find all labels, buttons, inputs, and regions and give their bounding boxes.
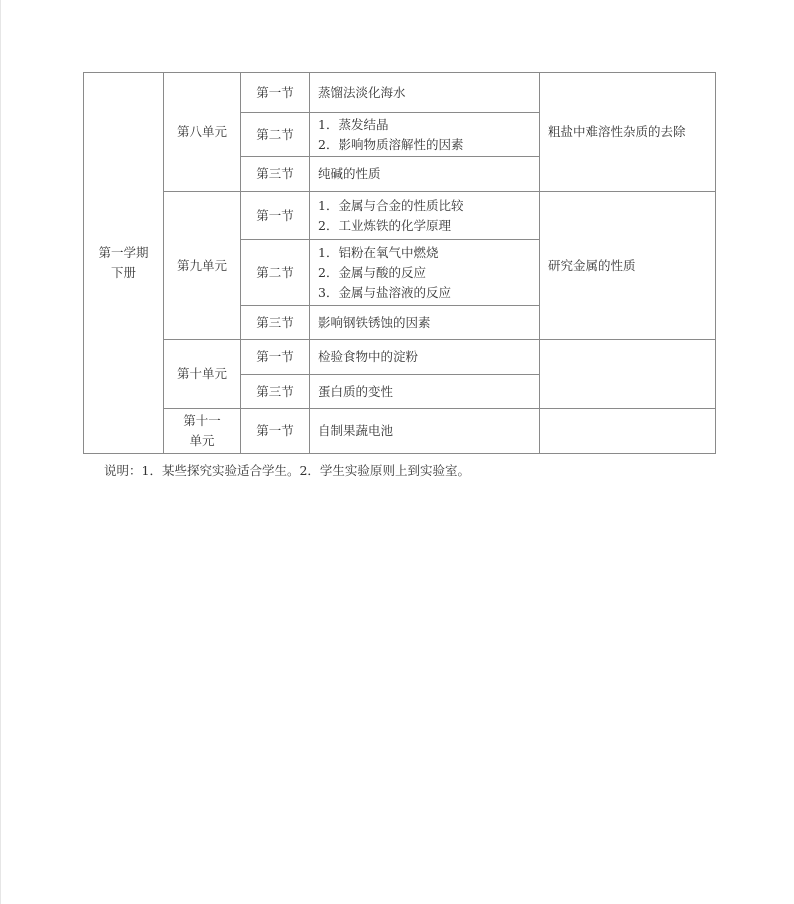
- experiment-cell: [310, 340, 540, 375]
- inquiry-cell: 粗盐中难溶性杂质的去除: [540, 73, 716, 192]
- unit-cell: [164, 340, 241, 409]
- experiment-item: 蛋白质的变性: [318, 383, 394, 399]
- experiment-cell: [310, 157, 540, 192]
- table-row: [84, 409, 716, 454]
- section-cell: 第一节: [241, 340, 310, 375]
- table-row: [84, 192, 716, 240]
- table-row: [84, 340, 716, 375]
- section-cell: 第一节: [241, 409, 310, 454]
- page-edge-line: [0, 0, 1, 904]
- experiment-cell: [310, 192, 540, 240]
- section-cell: 第一节: [241, 192, 310, 240]
- unit-name: 单元: [189, 433, 215, 448]
- experiment-item: 纯碱的性质: [318, 166, 381, 181]
- section-cell: 第一节: [241, 73, 310, 113]
- experiment-item: 1．蒸发结晶: [318, 116, 389, 132]
- experiment-item: 2．金属与酸的反应: [318, 264, 426, 280]
- term-line: 第一学期: [98, 245, 149, 260]
- experiment-item: 1．铝粉在氧气中燃烧: [318, 244, 439, 260]
- experiment-item: 2．工业炼铁的化学原理: [318, 217, 451, 233]
- unit-cell: [164, 73, 241, 192]
- inquiry-cell: [540, 340, 716, 409]
- inquiry-cell: 研究金属的性质: [540, 192, 716, 340]
- section-cell: 第三节: [241, 157, 310, 192]
- footnote-item-1: 1．某些探究实验适合学生。: [141, 463, 300, 478]
- table-row: [84, 73, 716, 113]
- inquiry-cell: [540, 409, 716, 454]
- experiment-cell: [310, 73, 540, 113]
- experiment-item: 检验食物中的淀粉: [318, 349, 419, 364]
- section-cell: 第三节: [241, 375, 310, 409]
- experiment-cell: [310, 240, 540, 306]
- term-line: 下册: [110, 265, 136, 280]
- experiment-item: 影响钢铁锈蚀的因素: [318, 314, 431, 330]
- experiment-cell: [310, 113, 540, 157]
- unit-name: 第十一: [183, 413, 221, 428]
- unit-cell: [164, 192, 241, 340]
- section-cell: 第二节: [241, 113, 310, 157]
- unit-name: 第十单元: [176, 366, 227, 381]
- unit-name: 第九单元: [176, 257, 227, 273]
- experiment-cell: [310, 409, 540, 454]
- unit-name: 第八单元: [176, 124, 227, 139]
- experiment-plan-table: [83, 72, 716, 454]
- experiment-cell: [310, 375, 540, 409]
- experiment-item: 蒸馏法淡化海水: [318, 84, 406, 100]
- experiment-cell: [310, 306, 540, 340]
- footnote-prefix: 说明：: [104, 463, 142, 478]
- experiment-item: 1．金属与合金的性质比较: [318, 197, 464, 213]
- unit-cell: [164, 409, 241, 454]
- experiment-item: 3．金属与盐溶液的反应: [318, 284, 451, 300]
- section-cell: 第三节: [241, 306, 310, 340]
- section-cell: 第二节: [241, 240, 310, 306]
- footnote: [104, 461, 470, 481]
- footnote-item-2: 2．学生实验原则上到实验室。: [299, 463, 470, 478]
- term-cell: [84, 73, 164, 454]
- experiment-item: 2．影响物质溶解性的因素: [318, 136, 464, 152]
- experiment-item: 自制果蔬电池: [318, 423, 394, 438]
